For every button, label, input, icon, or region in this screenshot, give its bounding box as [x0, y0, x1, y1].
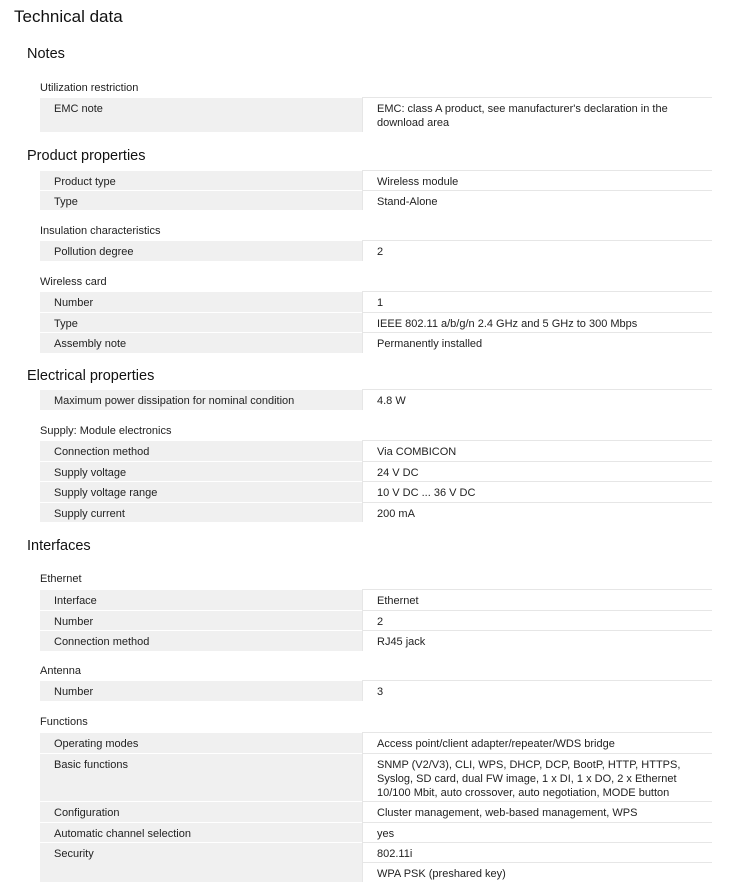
row-value: RJ45 jack: [362, 630, 712, 651]
row-value: 4.8 W: [362, 389, 712, 410]
table-row-security: [40, 842, 712, 882]
row-key: Product type: [40, 170, 362, 190]
row-value-group: [362, 842, 712, 882]
row-value: Wireless module: [362, 170, 712, 190]
row-key: Type: [40, 190, 362, 210]
table-row-operating-modes: [40, 732, 712, 753]
row-value: 2: [362, 240, 712, 261]
row-value: 200 mA: [362, 502, 712, 522]
row-key: Number: [40, 610, 362, 630]
row-key: Interface: [40, 589, 362, 610]
row-key: Automatic channel selection: [40, 822, 362, 842]
row-key: Maximum power dissipation for nominal condition: [40, 389, 362, 410]
section-title-product: Product properties: [27, 148, 146, 164]
row-value: IEEE 802.11 a/b/g/n 2.4 GHz and 5 GHz to 300 Mbps: [362, 312, 712, 332]
table-row-wireless-type: [40, 312, 712, 332]
row-value: Stand-Alone: [362, 190, 712, 210]
table-row-antenna-number: [40, 680, 712, 701]
row-key: Security: [40, 842, 362, 882]
row-key: Number: [40, 680, 362, 701]
group-title-supply: Supply: Module electronics: [40, 425, 172, 437]
table-row-product-type: [40, 170, 712, 190]
row-key: Configuration: [40, 801, 362, 822]
row-value: 2: [362, 610, 712, 630]
row-value: Access point/client adapter/repeater/WDS bridge: [362, 732, 712, 753]
row-value: 802.11i: [377, 848, 413, 860]
row-value: EMC: class A product, see manufacturer's declaration in the download area: [362, 97, 712, 132]
group-title-insulation: Insulation characteristics: [40, 225, 161, 237]
row-value: 10 V DC ... 36 V DC: [362, 481, 712, 502]
table-row-pollution-degree: [40, 240, 712, 261]
group-title-wireless-card: Wireless card: [40, 276, 107, 288]
row-value: SNMP (V2/V3), CLI, WPS, DHCP, DCP, BootP, HTTP, HTTPS, Syslog, SD card, dual FW image, 1 x DI, 1 x DO, 2 x Ethernet 10/100 Mbit, auto crossover, auto negotiation, MODE button: [362, 753, 712, 801]
row-key: Type: [40, 312, 362, 332]
row-key: Connection method: [40, 440, 362, 461]
row-key: Basic functions: [40, 753, 362, 801]
table-row-assembly-note: [40, 332, 712, 353]
row-key: Assembly note: [40, 332, 362, 353]
group-title-functions: Functions: [40, 716, 88, 728]
row-value: 3: [362, 680, 712, 701]
table-row-supply-voltage: [40, 461, 712, 481]
section-title-interfaces: Interfaces: [27, 538, 91, 554]
table-row-basic-functions: [40, 753, 712, 801]
row-key: Number: [40, 291, 362, 312]
page-title: Technical data: [14, 7, 123, 26]
row-value: yes: [362, 822, 712, 842]
row-key: Connection method: [40, 630, 362, 651]
table-row-supply-connection: [40, 440, 712, 461]
row-value: Via COMBICON: [362, 440, 712, 461]
row-value: 24 V DC: [362, 461, 712, 481]
row-key: Pollution degree: [40, 240, 362, 261]
row-key: Supply voltage range: [40, 481, 362, 502]
row-value: 1: [362, 291, 712, 312]
row-value: WPA PSK (preshared key): [363, 862, 712, 882]
table-row-supply-current: [40, 502, 712, 522]
table-row-wireless-number: [40, 291, 712, 312]
table-row-auto-channel: [40, 822, 712, 842]
table-row-ethernet-connection: [40, 630, 712, 651]
group-title-antenna: Antenna: [40, 665, 81, 677]
table-row-power-dissipation: [40, 389, 712, 410]
section-title-electrical: Electrical properties: [27, 368, 155, 384]
row-value: Ethernet: [362, 589, 712, 610]
table-row-emc-note: [40, 97, 712, 132]
group-title-utilization: Utilization restriction: [40, 82, 139, 94]
table-row-ethernet-interface: [40, 589, 712, 610]
group-title-ethernet: Ethernet: [40, 573, 82, 585]
row-value: Permanently installed: [362, 332, 712, 353]
row-key: Supply current: [40, 502, 362, 522]
table-row-supply-voltage-range: [40, 481, 712, 502]
row-key: EMC note: [40, 97, 362, 132]
table-row-type: [40, 190, 712, 210]
row-key: Operating modes: [40, 732, 362, 753]
table-row-configuration: [40, 801, 712, 822]
table-row-ethernet-number: [40, 610, 712, 630]
section-title-notes: Notes: [27, 46, 65, 62]
row-value: Cluster management, web-based management, WPS: [362, 801, 712, 822]
row-key: Supply voltage: [40, 461, 362, 481]
